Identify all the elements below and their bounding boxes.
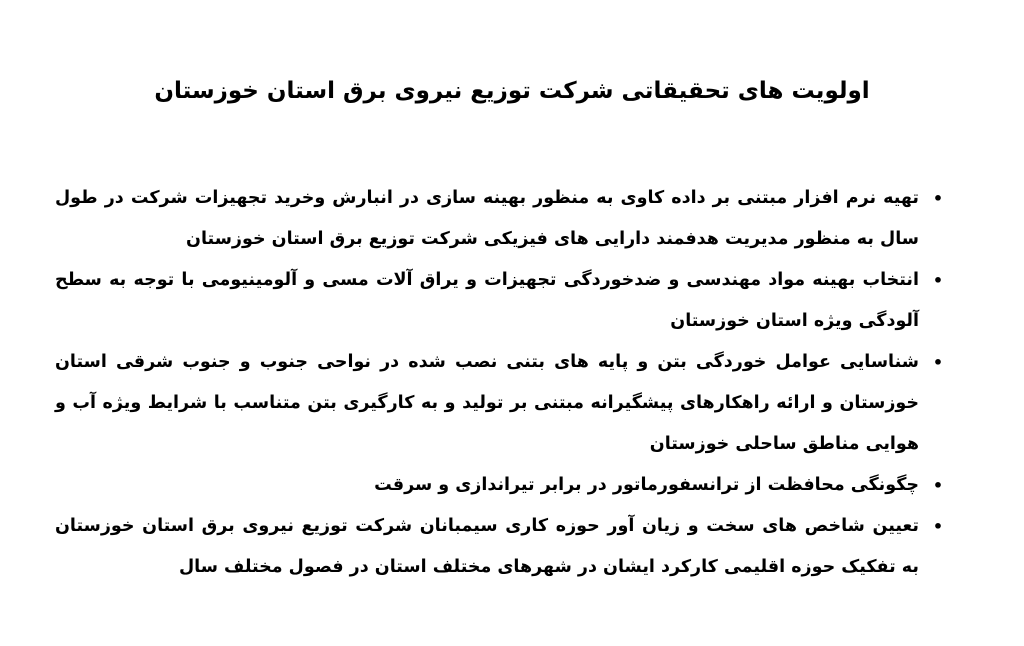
priority-list xyxy=(55,178,949,588)
bullet-icon: • xyxy=(932,271,944,290)
list-item xyxy=(55,260,949,342)
bullet-icon: • xyxy=(932,353,944,372)
list-item xyxy=(55,342,949,465)
list-item xyxy=(55,178,949,260)
bullet-icon: • xyxy=(932,189,944,208)
list-item-text: چگونگی محافظت از ترانسفورماتور در برابر تیراندازی و سرقت xyxy=(374,475,919,495)
list-item-text: تعیین شاخص های سخت و زیان آور حوزه کاری سیمبانان شرکت توزیع نیروی برق استان خوزستان به تفکیک حوزه اقلیمی کارکرد ایشان در شهرهای مختلف استان در فصول مختلف سال xyxy=(55,516,919,577)
list-item xyxy=(55,506,949,588)
list-item-text: تهیه نرم افزار مبتنی بر داده کاوی به منظور بهینه سازی در انبارش وخرید تجهیزات شرکت در طول سال به منظور مدیریت هدفمند دارایی های فیزیکی شرکت توزیع برق استان خوزستان xyxy=(55,188,919,249)
list-item-text: شناسایی عوامل خوردگی بتن و پایه های بتنی نصب شده در نواحی جنوب و جنوب شرقی استان خوزستان و ارائه راهکارهای پیشگیرانه مبتنی بر تولید و به کارگیری بتن متناسب با شرایط ویژه آب و هوایی مناطق ساحلی خوزستان xyxy=(55,352,919,454)
bullet-icon: • xyxy=(932,517,944,536)
list-item-text: انتخاب بهینه مواد مهندسی و ضدخوردگی تجهیزات و یراق آلات مسی و آلومینیومی با توجه به سطح آلودگی ویژه استان خوزستان xyxy=(55,270,919,331)
list-item xyxy=(55,465,949,506)
bullet-icon: • xyxy=(932,476,944,495)
page-title: اولویت های تحقیقاتی شرکت توزیع نیروی برق استان خوزستان xyxy=(154,78,870,104)
